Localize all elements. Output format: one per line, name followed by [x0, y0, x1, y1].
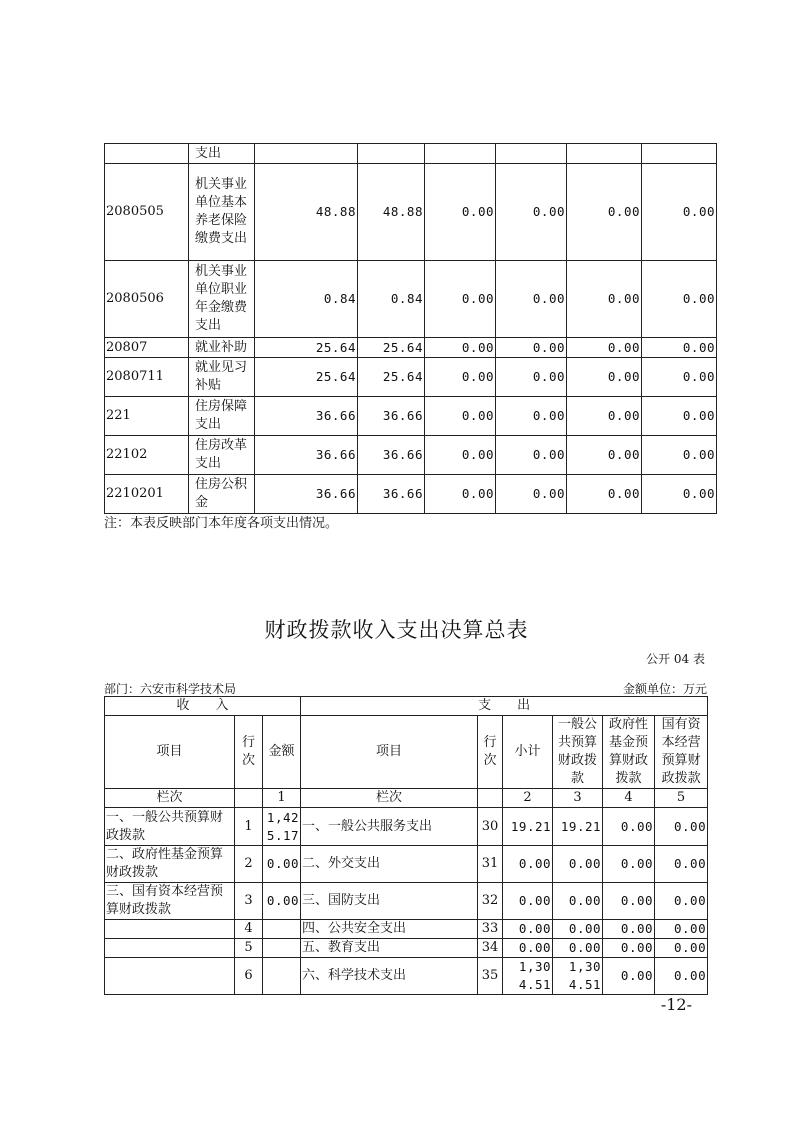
amount-cell: 0.00: [425, 261, 496, 338]
amount-cell: 0.00: [425, 338, 496, 358]
amount-cell: 0.00: [567, 397, 642, 436]
amount-cell: 36.66: [358, 436, 425, 475]
expense-row-no: 34: [478, 939, 503, 958]
table-row: [105, 920, 708, 939]
general-budget-amount: 0.00: [553, 883, 603, 920]
income-row-no: 1: [235, 808, 263, 846]
amount-cell: 36.66: [255, 397, 358, 436]
subtotal-amount: 19.21: [503, 808, 553, 846]
amount-cell: 0.00: [496, 261, 567, 338]
general-budget-amount: 1,304.51: [553, 958, 603, 995]
amount-cell: 0.00: [642, 164, 717, 261]
subject-name: 住房改革支出: [189, 436, 255, 475]
expense-row-no: 35: [478, 958, 503, 995]
table-row: [105, 958, 708, 995]
income-amount: [263, 958, 301, 995]
state-capital-amount: 0.00: [655, 846, 708, 883]
income-item: 一、一般公共预算财政拨款: [105, 808, 235, 846]
gov-fund-amount: 0.00: [603, 939, 655, 958]
expense-item: 六、科学技术支出: [301, 958, 478, 995]
expense-item: 五、教育支出: [301, 939, 478, 958]
subject-name: 住房保障支出: [189, 397, 255, 436]
amount-cell: 36.66: [358, 397, 425, 436]
income-amount: 0.00: [263, 883, 301, 920]
gov-fund-amount: 0.00: [603, 883, 655, 920]
table-row: [105, 808, 708, 846]
amount-cell: 36.66: [358, 475, 425, 514]
amount-cell: 48.88: [255, 164, 358, 261]
subject-name: 就业见习补贴: [189, 358, 255, 397]
col-index-4: 4: [603, 789, 655, 808]
income-amount: 1,425.17: [263, 808, 301, 846]
col-index-1: 1: [263, 789, 301, 808]
income-rowno-header: 行次: [235, 716, 263, 789]
col-index-3: 3: [553, 789, 603, 808]
amount-cell: 0.00: [642, 338, 717, 358]
amount-cell: 0.00: [642, 397, 717, 436]
general-budget-amount: 0.00: [553, 920, 603, 939]
amount-cell: 0.00: [425, 164, 496, 261]
expense-row-no: 31: [478, 846, 503, 883]
subtotal-header: 小计: [503, 716, 553, 789]
subject-code: [105, 144, 189, 164]
amount-cell: 0.00: [567, 164, 642, 261]
subject-code: 22102: [105, 436, 189, 475]
subtotal-amount: 0.00: [503, 920, 553, 939]
income-item: 三、国有资本经营预算财政拨款: [105, 883, 235, 920]
income-row-no: 6: [235, 958, 263, 995]
subtotal-amount: 1,304.51: [503, 958, 553, 995]
income-item: [105, 920, 235, 939]
page-number: -12-: [660, 995, 692, 1014]
col-index-empty: [235, 789, 263, 808]
col-index-2: 2: [503, 789, 553, 808]
col-index-5: 5: [655, 789, 708, 808]
expense-item-header: 项目: [301, 716, 478, 789]
amount-cell: 0.00: [567, 358, 642, 397]
amount-cell: 0.84: [255, 261, 358, 338]
subject-code: 2080711: [105, 358, 189, 397]
amount-cell: 0.00: [642, 358, 717, 397]
subtotal-amount: 0.00: [503, 846, 553, 883]
amount-cell: 0.00: [425, 358, 496, 397]
amount-cell: [567, 144, 642, 164]
amount-cell: [642, 144, 717, 164]
income-amount: [263, 920, 301, 939]
subject-code: 2080506: [105, 261, 189, 338]
gov-fund-amount: 0.00: [603, 808, 655, 846]
amount-cell: [255, 144, 358, 164]
subject-code: 2210201: [105, 475, 189, 514]
subject-name: 机关事业单位基本养老保险缴费支出: [189, 164, 255, 261]
expense-item: 三、国防支出: [301, 883, 478, 920]
amount-cell: 0.00: [642, 436, 717, 475]
amount-cell: 0.00: [642, 475, 717, 514]
income-item: [105, 939, 235, 958]
amount-cell: 0.00: [425, 436, 496, 475]
expense-header: 支 出: [301, 697, 708, 716]
subject-code: 2080505: [105, 164, 189, 261]
amount-unit-label: 金额单位：万元: [622, 682, 707, 696]
state-capital-amount: 0.00: [655, 883, 708, 920]
income-row-no: 5: [235, 939, 263, 958]
table-row: [105, 397, 717, 436]
income-header: 收 入: [105, 697, 301, 716]
expense-row-no: 30: [478, 808, 503, 846]
table-row: [105, 338, 717, 358]
amount-cell: 0.00: [496, 436, 567, 475]
income-item: [105, 958, 235, 995]
amount-cell: [358, 144, 425, 164]
page-title: 财政拨款收入支出决算总表: [264, 618, 529, 642]
gov-fund-amount: 0.00: [603, 846, 655, 883]
amount-cell: 0.00: [567, 436, 642, 475]
subject-code: 221: [105, 397, 189, 436]
amount-cell: 25.64: [358, 358, 425, 397]
subject-name: 住房公积金: [189, 475, 255, 514]
amount-cell: 0.00: [567, 475, 642, 514]
amount-cell: 0.84: [358, 261, 425, 338]
expense-rowno-header: 行次: [478, 716, 503, 789]
table-number: 公开 04 表: [646, 652, 705, 666]
amount-cell: [425, 144, 496, 164]
table-row: [105, 883, 708, 920]
subtotal-amount: 0.00: [503, 883, 553, 920]
general-budget-amount: 19.21: [553, 808, 603, 846]
income-row-no: 2: [235, 846, 263, 883]
income-row-no: 4: [235, 920, 263, 939]
table-row: [105, 475, 717, 514]
table-row: [105, 144, 717, 164]
amount-cell: 0.00: [496, 358, 567, 397]
gov-fund-header: 政府性基金预算财政拨款: [603, 716, 655, 789]
col-index-label: 栏次: [105, 789, 235, 808]
amount-cell: 25.64: [255, 338, 358, 358]
table-row: [105, 358, 717, 397]
col-index-label-2: 栏次: [301, 789, 478, 808]
income-row-no: 3: [235, 883, 263, 920]
income-amount: [263, 939, 301, 958]
amount-cell: 0.00: [496, 475, 567, 514]
gov-fund-amount: 0.00: [603, 958, 655, 995]
col-index-empty-2: [478, 789, 503, 808]
amount-cell: 36.66: [255, 436, 358, 475]
amount-cell: 0.00: [425, 397, 496, 436]
table-row: [105, 939, 708, 958]
income-item-header: 项目: [105, 716, 235, 789]
table-row: [105, 261, 717, 338]
amount-cell: 0.00: [496, 397, 567, 436]
expense-item: 二、外交支出: [301, 846, 478, 883]
amount-cell: [496, 144, 567, 164]
expense-row-no: 33: [478, 920, 503, 939]
subject-name: 机关事业单位职业年金缴费支出: [189, 261, 255, 338]
amount-cell: 0.00: [425, 475, 496, 514]
amount-cell: 25.64: [255, 358, 358, 397]
amount-cell: 0.00: [567, 338, 642, 358]
subject-code: 20807: [105, 338, 189, 358]
department-label: 部门：六安市科学技术局: [104, 682, 237, 696]
amount-cell: 0.00: [496, 338, 567, 358]
table-row: [105, 436, 717, 475]
state-capital-header: 国有资本经营预算财政拨款: [655, 716, 708, 789]
general-budget-amount: 0.00: [553, 846, 603, 883]
fiscal-appropriation-table: [104, 696, 708, 995]
table-note: 注：本表反映部门本年度各项支出情况。: [104, 516, 339, 531]
gov-fund-amount: 0.00: [603, 920, 655, 939]
expense-row-no: 32: [478, 883, 503, 920]
amount-cell: 0.00: [567, 261, 642, 338]
general-budget-amount: 0.00: [553, 939, 603, 958]
income-amount: 0.00: [263, 846, 301, 883]
subject-name: 就业补助: [189, 338, 255, 358]
subtotal-amount: 0.00: [503, 939, 553, 958]
table-row: [105, 846, 708, 883]
state-capital-amount: 0.00: [655, 808, 708, 846]
amount-cell: 36.66: [255, 475, 358, 514]
general-budget-header: 一般公共预算财政拨款: [553, 716, 603, 789]
income-amount-header: 金额: [263, 716, 301, 789]
amount-cell: 0.00: [642, 261, 717, 338]
expenditure-detail-table: [104, 143, 717, 514]
amount-cell: 48.88: [358, 164, 425, 261]
expense-item: 四、公共安全支出: [301, 920, 478, 939]
amount-cell: 0.00: [496, 164, 567, 261]
subject-name: 支出: [189, 144, 255, 164]
table-row: [105, 164, 717, 261]
state-capital-amount: 0.00: [655, 920, 708, 939]
expense-item: 一、一般公共服务支出: [301, 808, 478, 846]
income-item: 二、政府性基金预算财政拨款: [105, 846, 235, 883]
amount-cell: 25.64: [358, 338, 425, 358]
state-capital-amount: 0.00: [655, 939, 708, 958]
state-capital-amount: 0.00: [655, 958, 708, 995]
